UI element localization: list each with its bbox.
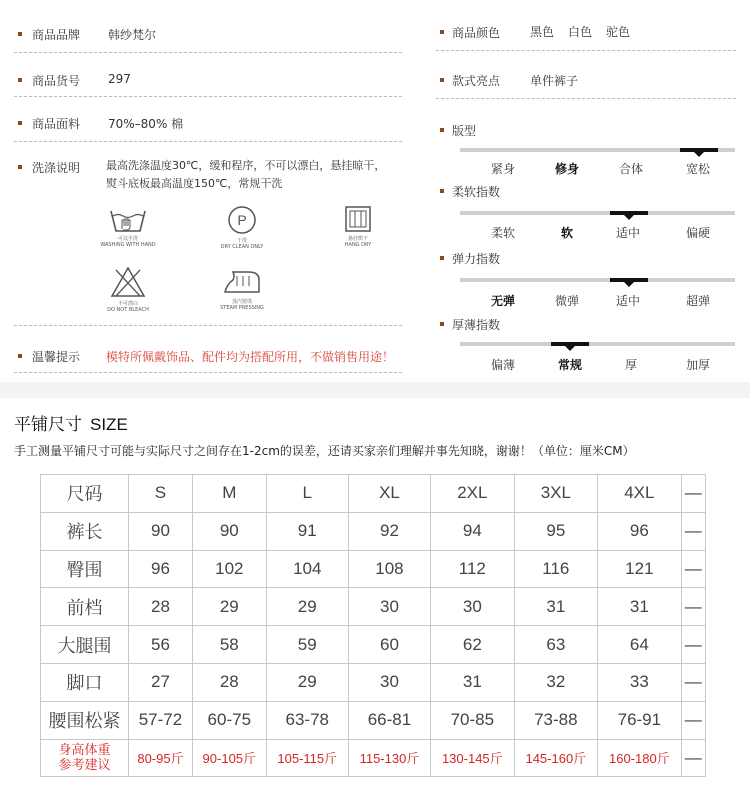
weight-label-line-1: 身高体重	[58, 742, 111, 758]
bullet-icon	[440, 189, 444, 193]
bullet-icon	[18, 78, 22, 82]
feature-row	[440, 70, 740, 90]
table-cell: 29	[266, 588, 348, 626]
table-cell: 57-72	[129, 701, 193, 739]
table-cell: 30	[431, 588, 515, 626]
softness-option: 偏硬	[685, 226, 710, 240]
table-cell: 尺码	[41, 475, 129, 513]
bullet-icon	[18, 121, 22, 125]
table-cell: 30	[348, 588, 430, 626]
table-cell: 104	[266, 550, 348, 588]
table-cell: 73-88	[514, 701, 598, 739]
item-no-value: 297	[108, 72, 131, 86]
table-cell: 160-180斤	[598, 739, 682, 777]
divider	[436, 98, 736, 99]
brand-value: 韩纱梵尔	[108, 28, 157, 42]
no-bleach-icon	[110, 266, 146, 298]
tip-value: 模特所佩戴饰品、配件均为搭配所用，不做销售用途！	[106, 350, 395, 364]
table-cell: 115-130斤	[348, 739, 430, 777]
bullet-icon	[440, 78, 444, 82]
steam-iron-care	[210, 266, 274, 311]
brand-row	[18, 24, 408, 44]
table-cell: 28	[192, 663, 266, 701]
hang-dry-en: HANG DRY	[344, 242, 372, 248]
table-row	[41, 512, 706, 550]
dry-clean-care	[210, 205, 274, 250]
table-cell: 臀围	[41, 550, 129, 588]
thickness-marker	[551, 342, 589, 346]
size-table	[40, 474, 706, 777]
wash-line-2: 熨斗底板最高温度150℃，常规干洗	[106, 177, 283, 190]
color-label: 商品颜色	[452, 26, 501, 40]
table-cell: 91	[266, 512, 348, 550]
dry-clean-cn: 干洗	[236, 238, 247, 244]
thickness-option: 加厚	[685, 358, 710, 372]
hang-dry-care	[326, 205, 390, 248]
hand-wash-cn: 可以手洗	[117, 236, 138, 242]
table-cell: 121	[598, 550, 682, 588]
table-cell: 29	[266, 663, 348, 701]
no-bleach-en: DO NOT BLEACH	[107, 307, 149, 313]
size-section-title	[14, 410, 128, 435]
table-cell: 31	[431, 663, 515, 701]
no-bleach-cn: 不可漂白	[117, 301, 138, 307]
table-cell: —	[681, 512, 705, 550]
color-value-white: 白色	[568, 25, 593, 39]
softness-option: 适中	[615, 226, 640, 240]
table-cell: 105-115斤	[266, 739, 348, 777]
table-cell: 29	[192, 588, 266, 626]
svg-text:P: P	[237, 212, 247, 228]
table-cell: 63	[514, 626, 598, 664]
table-cell: —	[681, 739, 705, 777]
table-cell: 102	[192, 550, 266, 588]
feature-label: 款式亮点	[452, 74, 501, 88]
table-cell: 腰围松紧	[41, 701, 129, 739]
table-cell: 大腿围	[41, 626, 129, 664]
thickness-heading	[440, 314, 640, 334]
table-cell: 95	[514, 512, 598, 550]
stretch-marker	[610, 278, 648, 282]
divider	[14, 52, 402, 53]
table-cell: 裤长	[41, 512, 129, 550]
table-cell: 33	[598, 663, 682, 701]
stretch-option: 微弹	[554, 294, 579, 308]
fit-heading	[440, 120, 640, 140]
bullet-icon	[440, 30, 444, 34]
bullet-icon	[440, 128, 444, 132]
wash-instructions	[106, 157, 416, 193]
brand-label: 商品品牌	[32, 28, 81, 42]
table-cell: 30	[348, 663, 430, 701]
table-cell: 96	[129, 550, 193, 588]
weight-label-line-2: 参考建议	[58, 757, 111, 773]
wash-line-1: 最高洗涤温度30℃，缓和程序，不可以漂白，悬挂晾干，	[106, 159, 386, 172]
table-cell: 64	[598, 626, 682, 664]
table-cell: 76-91	[598, 701, 682, 739]
divider	[14, 96, 402, 97]
no-bleach-care	[96, 266, 160, 313]
table-cell: 59	[266, 626, 348, 664]
softness-track	[460, 211, 735, 215]
thickness-option: 偏薄	[490, 358, 515, 372]
table-cell: 90	[192, 512, 266, 550]
table-cell: 60-75	[192, 701, 266, 739]
softness-heading	[440, 181, 640, 201]
table-cell: M	[192, 475, 266, 513]
table-cell: 前档	[41, 588, 129, 626]
weight-label-cell	[41, 739, 129, 777]
table-cell: —	[681, 550, 705, 588]
table-cell: 90	[129, 512, 193, 550]
bullet-icon	[440, 322, 444, 326]
fabric-row	[18, 113, 408, 133]
stretch-option: 无弹	[490, 294, 515, 308]
table-cell: 92	[348, 512, 430, 550]
table-cell: 80-95斤	[129, 739, 193, 777]
table-cell: 70-85	[431, 701, 515, 739]
dry-clean-icon	[227, 205, 257, 235]
table-cell: 4XL	[598, 475, 682, 513]
thickness-option: 常规	[557, 358, 582, 372]
stretch-label: 弹力指数	[452, 252, 501, 266]
table-cell: —	[681, 475, 705, 513]
item-no-row	[18, 70, 408, 90]
bullet-icon	[440, 256, 444, 260]
divider	[14, 141, 402, 142]
divider	[436, 50, 736, 51]
section-separator	[0, 382, 750, 398]
fabric-value: 70%–80% 棉	[108, 117, 184, 131]
table-cell: 94	[431, 512, 515, 550]
table-cell: 56	[129, 626, 193, 664]
table-header-row	[41, 475, 706, 513]
table-cell: —	[681, 588, 705, 626]
fit-option: 合体	[618, 162, 643, 176]
table-cell: L	[266, 475, 348, 513]
table-cell: 90-105斤	[192, 739, 266, 777]
hand-wash-icon	[108, 205, 148, 233]
hang-dry-cn: 悬挂烘干	[347, 236, 368, 242]
table-row	[41, 588, 706, 626]
table-cell: 3XL	[514, 475, 598, 513]
table-cell: S	[129, 475, 193, 513]
table-weight-row	[41, 739, 706, 777]
softness-option: 软	[560, 226, 573, 240]
bullet-icon	[18, 165, 22, 169]
fit-marker	[680, 148, 718, 152]
size-note: 手工测量平铺尺寸可能与实际尺寸之间存在1-2cm的误差，还请买家亲们理解并事先知晓，谢谢！（单位：厘米CM）	[14, 444, 635, 458]
item-no-label: 商品货号	[32, 74, 81, 88]
steam-iron-icon	[221, 266, 263, 296]
thickness-track	[460, 342, 735, 346]
tip-label: 温馨提示	[32, 350, 81, 364]
table-cell: 28	[129, 588, 193, 626]
bullet-icon	[18, 32, 22, 36]
thickness-option: 厚	[624, 358, 637, 372]
tip-row	[18, 346, 418, 366]
table-cell: 63-78	[266, 701, 348, 739]
steam-iron-cn: 蒸汽熨烫	[231, 299, 252, 305]
table-row	[41, 663, 706, 701]
table-cell: 31	[598, 588, 682, 626]
stretch-option: 超弹	[685, 294, 710, 308]
table-cell: 66-81	[348, 701, 430, 739]
hang-dry-icon	[344, 205, 372, 233]
wash-label: 洗涤说明	[32, 161, 81, 175]
table-cell: 96	[598, 512, 682, 550]
divider	[14, 325, 402, 326]
hand-wash-care	[96, 205, 160, 248]
stretch-option: 适中	[615, 294, 640, 308]
feature-value: 单件裤子	[530, 74, 579, 88]
table-row	[41, 550, 706, 588]
steam-iron-en: STEAM PRESSING	[220, 305, 264, 311]
size-title-en: SIZE	[90, 415, 128, 434]
table-cell: —	[681, 626, 705, 664]
table-cell: 58	[192, 626, 266, 664]
table-cell: 27	[129, 663, 193, 701]
softness-option: 柔软	[490, 226, 515, 240]
table-cell: 60	[348, 626, 430, 664]
divider	[14, 372, 402, 373]
table-cell: —	[681, 663, 705, 701]
thickness-label: 厚薄指数	[452, 318, 501, 332]
fit-option: 紧身	[490, 162, 515, 176]
color-value-camel: 驼色	[606, 25, 631, 39]
fabric-label: 商品面料	[32, 117, 81, 131]
table-row	[41, 701, 706, 739]
table-cell: 32	[514, 663, 598, 701]
softness-label: 柔软指数	[452, 185, 501, 199]
dry-clean-en: DRY CLEAN ONLY	[220, 244, 264, 250]
stretch-heading	[440, 248, 640, 268]
table-cell: 145-160斤	[514, 739, 598, 777]
bullet-icon	[18, 354, 22, 358]
table-cell: 2XL	[431, 475, 515, 513]
fit-label: 版型	[452, 124, 477, 138]
table-cell: —	[681, 701, 705, 739]
table-cell: 108	[348, 550, 430, 588]
table-cell: 62	[431, 626, 515, 664]
size-title-cn: 平铺尺寸	[14, 415, 82, 435]
hand-wash-en: WASHING WITH HAND	[100, 242, 156, 248]
table-row	[41, 626, 706, 664]
table-cell: XL	[348, 475, 430, 513]
fit-option: 修身	[554, 162, 579, 176]
stretch-track	[460, 278, 735, 282]
table-cell: 31	[514, 588, 598, 626]
table-cell: 130-145斤	[431, 739, 515, 777]
fit-option: 宽松	[685, 162, 710, 176]
color-value-black: 黑色	[530, 25, 555, 39]
table-cell: 脚口	[41, 663, 129, 701]
softness-marker	[610, 211, 648, 215]
table-cell: 116	[514, 550, 598, 588]
table-cell: 112	[431, 550, 515, 588]
color-row	[440, 22, 740, 42]
